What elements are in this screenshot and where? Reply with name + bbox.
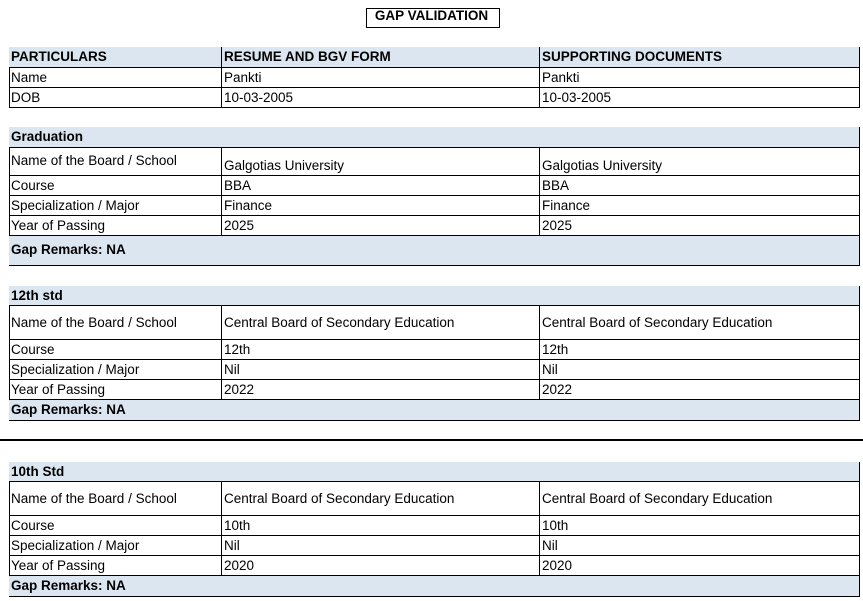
grad-year-label: Year of Passing [9,216,222,236]
tenth-board-resume: Central Board of Secondary Education [222,482,540,516]
tenth-spec-resume: Nil [222,536,540,556]
tenth-year-docs: 2020 [540,556,860,576]
twelfth-board-label: Name of the Board / School [9,306,222,340]
header-resume: RESUME AND BGV FORM [222,47,540,68]
tenth-year-label: Year of Passing [9,556,222,576]
grad-course-label: Course [9,176,222,196]
grad-year-docs: 2025 [540,216,860,236]
grad-course-docs: BBA [540,176,860,196]
dob-label: DOB [9,88,222,108]
tenth-course-label: Course [9,516,222,536]
tenth-spec-docs: Nil [540,536,860,556]
tenth-board-label: Name of the Board / School [9,482,222,516]
grad-course-resume: BBA [222,176,540,196]
tenth-heading: 10th Std [9,462,860,482]
twelfth-year-resume: 2022 [222,380,540,400]
dob-docs: 10-03-2005 [540,88,860,108]
grad-spec-docs: Finance [540,196,860,216]
grad-board-label: Name of the Board / School [9,148,222,176]
grad-spec-label: Specialization / Major [9,196,222,216]
tenth-remarks: Gap Remarks: NA [9,576,860,597]
twelfth-year-label: Year of Passing [9,380,222,400]
grad-board-docs: Galgotias University [540,148,860,176]
tenth-year-resume: 2020 [222,556,540,576]
twelfth-remarks: Gap Remarks: NA [9,400,860,421]
twelfth-course-resume: 12th [222,340,540,360]
twelfth-spec-docs: Nil [540,360,860,380]
twelfth-board-docs: Central Board of Secondary Education [540,306,860,340]
header-documents: SUPPORTING DOCUMENTS [540,47,860,68]
dob-resume: 10-03-2005 [222,88,540,108]
section-divider [0,439,863,441]
twelfth-course-label: Course [9,340,222,360]
tenth-board-docs: Central Board of Secondary Education [540,482,860,516]
tenth-course-docs: 10th [540,516,860,536]
grad-board-resume: Galgotias University [222,148,540,176]
twelfth-heading: 12th std [9,286,860,306]
grad-spec-resume: Finance [222,196,540,216]
twelfth-spec-resume: Nil [222,360,540,380]
page-title: GAP VALIDATION [374,8,489,23]
twelfth-course-docs: 12th [540,340,860,360]
twelfth-spec-label: Specialization / Major [9,360,222,380]
tenth-course-resume: 10th [222,516,540,536]
name-label: Name [9,68,222,88]
twelfth-year-docs: 2022 [540,380,860,400]
tenth-spec-label: Specialization / Major [9,536,222,556]
name-resume: Pankti [222,68,540,88]
grad-year-resume: 2025 [222,216,540,236]
name-docs: Pankti [540,68,860,88]
header-particulars: PARTICULARS [9,47,222,68]
twelfth-board-resume: Central Board of Secondary Education [222,306,540,340]
graduation-remarks: Gap Remarks: NA [9,236,860,266]
graduation-heading: Graduation [9,127,860,148]
